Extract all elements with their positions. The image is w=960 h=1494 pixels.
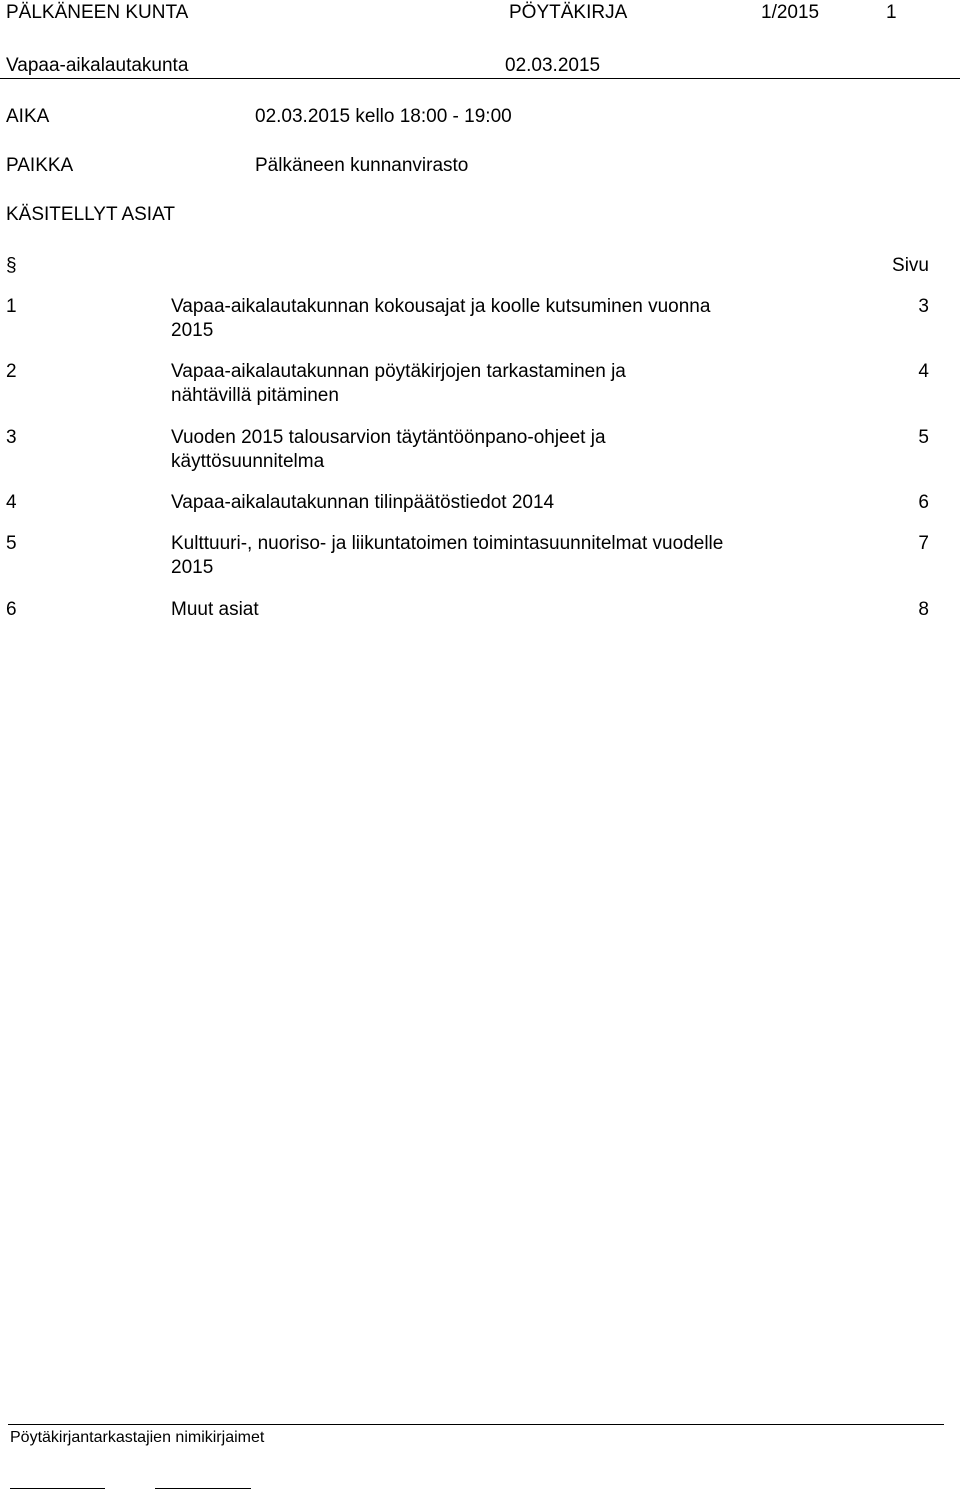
- toc-item-title: Vapaa-aikalautakunnan tilinpäätöstiedot 2014: [171, 492, 555, 513]
- toc-item-page: 7: [918, 533, 929, 554]
- signature-line-1: [10, 1488, 105, 1489]
- page-number: 1: [886, 2, 897, 23]
- footer-divider: [8, 1424, 944, 1425]
- toc-item-title: Vuoden 2015 talousarvion täytäntöönpano-ohjeet ja käyttösuunnitelma: [171, 427, 606, 472]
- handled-items-heading: KÄSITELLYT ASIAT: [6, 204, 175, 225]
- signature-line-2: [155, 1488, 251, 1489]
- toc-item-title: Muut asiat: [171, 599, 259, 620]
- page-column-label: Sivu: [892, 255, 929, 276]
- time-value: 02.03.2015 kello 18:00 - 19:00: [255, 106, 512, 127]
- section-symbol: §: [6, 255, 17, 276]
- toc-item-title: Vapaa-aikalautakunnan kokousajat ja koolle kutsuminen vuonna 2015: [171, 296, 711, 341]
- meeting-date: 02.03.2015: [505, 55, 601, 76]
- toc-item-title: Kulttuuri-, nuoriso- ja liikuntatoimen toimintasuunnitelmat vuodelle 2015: [171, 533, 724, 578]
- signature-label: Pöytäkirjantarkastajien nimikirjaimet: [10, 1429, 265, 1446]
- toc-item-number: 3: [6, 427, 17, 448]
- toc-item-page: 8: [918, 599, 929, 620]
- place-value: Pälkäneen kunnanvirasto: [255, 155, 469, 176]
- toc-item-page: 6: [918, 492, 929, 513]
- toc-item-title: Vapaa-aikalautakunnan pöytäkirjojen tarkastaminen ja nähtävillä pitäminen: [171, 361, 626, 406]
- header-divider: [0, 78, 960, 79]
- toc-item-number: 2: [6, 361, 17, 382]
- toc-item-number: 5: [6, 533, 17, 554]
- committee-name: Vapaa-aikalautakunta: [6, 55, 189, 76]
- toc-item-page: 3: [918, 296, 929, 317]
- toc-item-number: 4: [6, 492, 17, 513]
- toc-item-page: 4: [918, 361, 929, 382]
- toc-item-number: 6: [6, 599, 17, 620]
- document-type: PÖYTÄKIRJA: [509, 2, 628, 23]
- toc-item-page: 5: [918, 427, 929, 448]
- municipality-name: PÄLKÄNEEN KUNTA: [6, 2, 189, 23]
- place-label: PAIKKA: [6, 155, 74, 176]
- document-number: 1/2015: [761, 2, 820, 23]
- time-label: AIKA: [6, 106, 50, 127]
- toc-item-number: 1: [6, 296, 17, 317]
